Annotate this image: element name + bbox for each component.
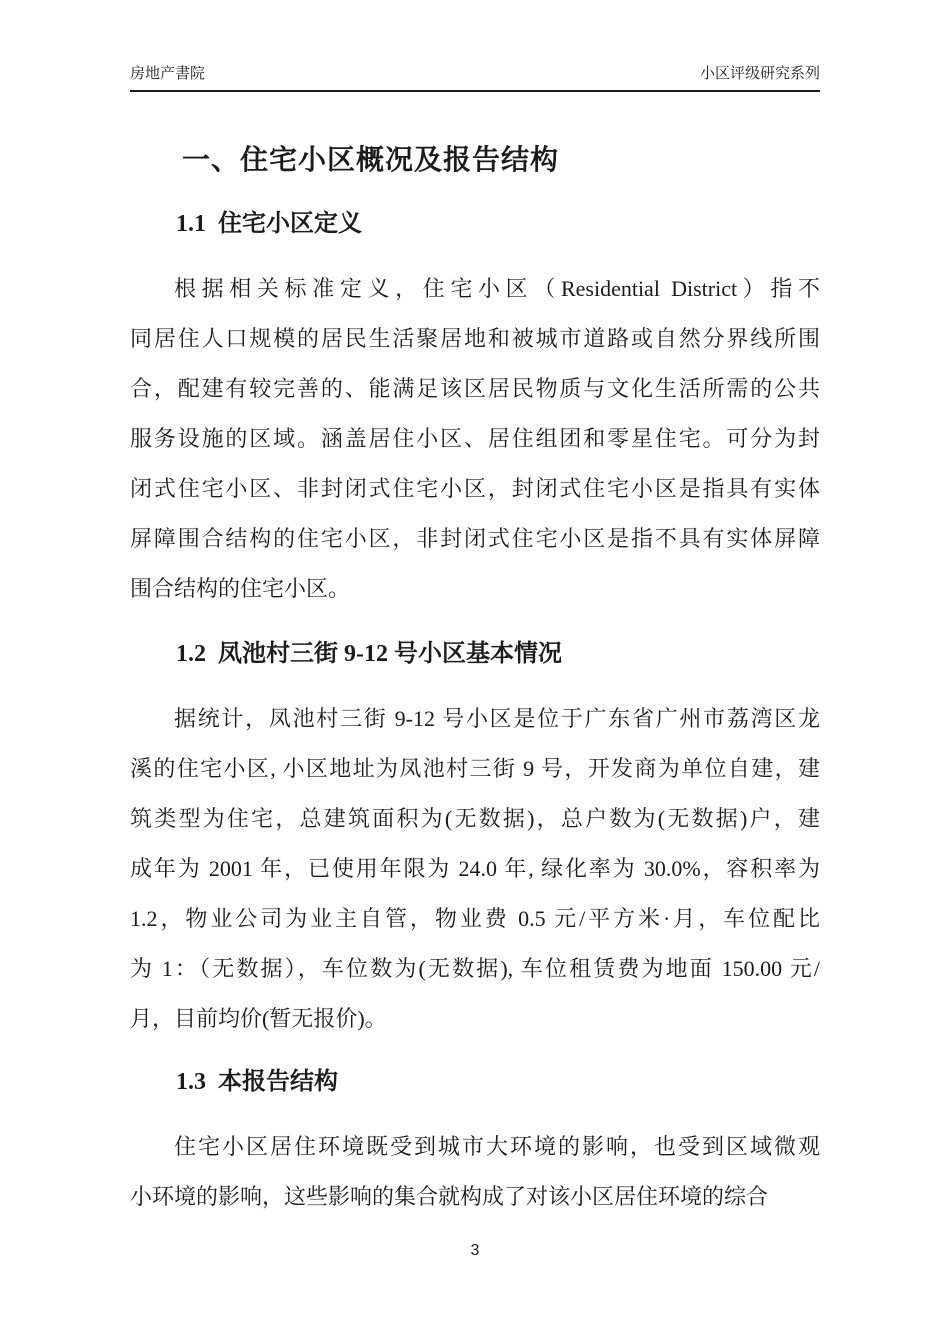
- paragraph-line: 闭式住宅小区、非封闭式住宅小区，封闭式住宅小区是指具有实体: [130, 476, 820, 501]
- paragraph-line: 围合结构的住宅小区。: [130, 576, 351, 601]
- paragraph-line: 1.2，物业公司为业主自管，物业费 0.5 元/平方米·月，车位配比: [130, 906, 820, 931]
- header-right-text: 小区评级研究系列: [699, 65, 820, 82]
- page-number: 3: [470, 1242, 480, 1259]
- paragraph-line: 根据相关标准定义，住宅小区（Residential District）指不: [174, 276, 820, 301]
- section-title: 凤池村三街 9-12 号小区基本情况: [218, 641, 562, 667]
- section-1-2-paragraph: [130, 694, 820, 1044]
- paragraph-line: 合，配建有较完善的、能满足该区居民物质与文化生活所需的公共: [130, 376, 820, 401]
- section-number: 1.2: [176, 641, 206, 667]
- paragraph-line: 小环境的影响，这些影响的集合就构成了对该小区居住环境的综合: [130, 1184, 769, 1209]
- section-1-3: [130, 1066, 820, 1222]
- paragraph-line: 为 1：（无数据），车位数为(无数据), 车位租赁费为地面 150.00 元/: [130, 956, 820, 981]
- section-1-1: [130, 208, 820, 614]
- section-1-1-paragraph: [130, 264, 820, 614]
- paragraph-line: 住宅小区居住环境既受到城市大环境的影响，也受到区域微观: [174, 1134, 820, 1159]
- section-1-1-heading: [176, 208, 820, 240]
- header-left-text: 房地产書院: [130, 65, 206, 82]
- section-1-3-paragraph: [130, 1122, 820, 1222]
- paragraph-line: 同居住人口规模的居民生活聚居地和被城市道路或自然分界线所围: [130, 326, 820, 351]
- paragraph-line: 月，目前均价(暂无报价)。: [130, 1006, 387, 1031]
- paragraph-line: 服务设施的区域。涵盖居住小区、居住组团和零星住宅。可分为封: [130, 426, 820, 451]
- paragraph-line: 据统计，凤池村三街 9-12 号小区是位于广东省广州市荔湾区龙: [174, 706, 820, 731]
- chapter-title: 一、住宅小区概况及报告结构: [182, 145, 560, 176]
- section-1-2-heading: [176, 638, 820, 670]
- paragraph-line: 溪的住宅小区, 小区地址为凤池村三街 9 号，开发商为单位自建，建: [130, 756, 820, 781]
- paragraph-line: 屏障围合结构的住宅小区，非封闭式住宅小区是指不具有实体屏障: [130, 526, 820, 551]
- section-title: 本报告结构: [218, 1069, 338, 1095]
- page-header: [130, 64, 820, 92]
- section-number: 1.3: [176, 1069, 206, 1095]
- section-number: 1.1: [176, 211, 206, 237]
- section-1-3-heading: [176, 1066, 820, 1098]
- section-title: 住宅小区定义: [218, 211, 362, 237]
- paragraph-line: 筑类型为住宅，总建筑面积为(无数据)，总户数为(无数据)户，建: [130, 806, 820, 831]
- section-1-2: [130, 638, 820, 1044]
- paragraph-line: 成年为 2001 年，已使用年限为 24.0 年, 绿化率为 30.0%，容积率为: [130, 856, 820, 881]
- page-footer: [0, 1240, 950, 1262]
